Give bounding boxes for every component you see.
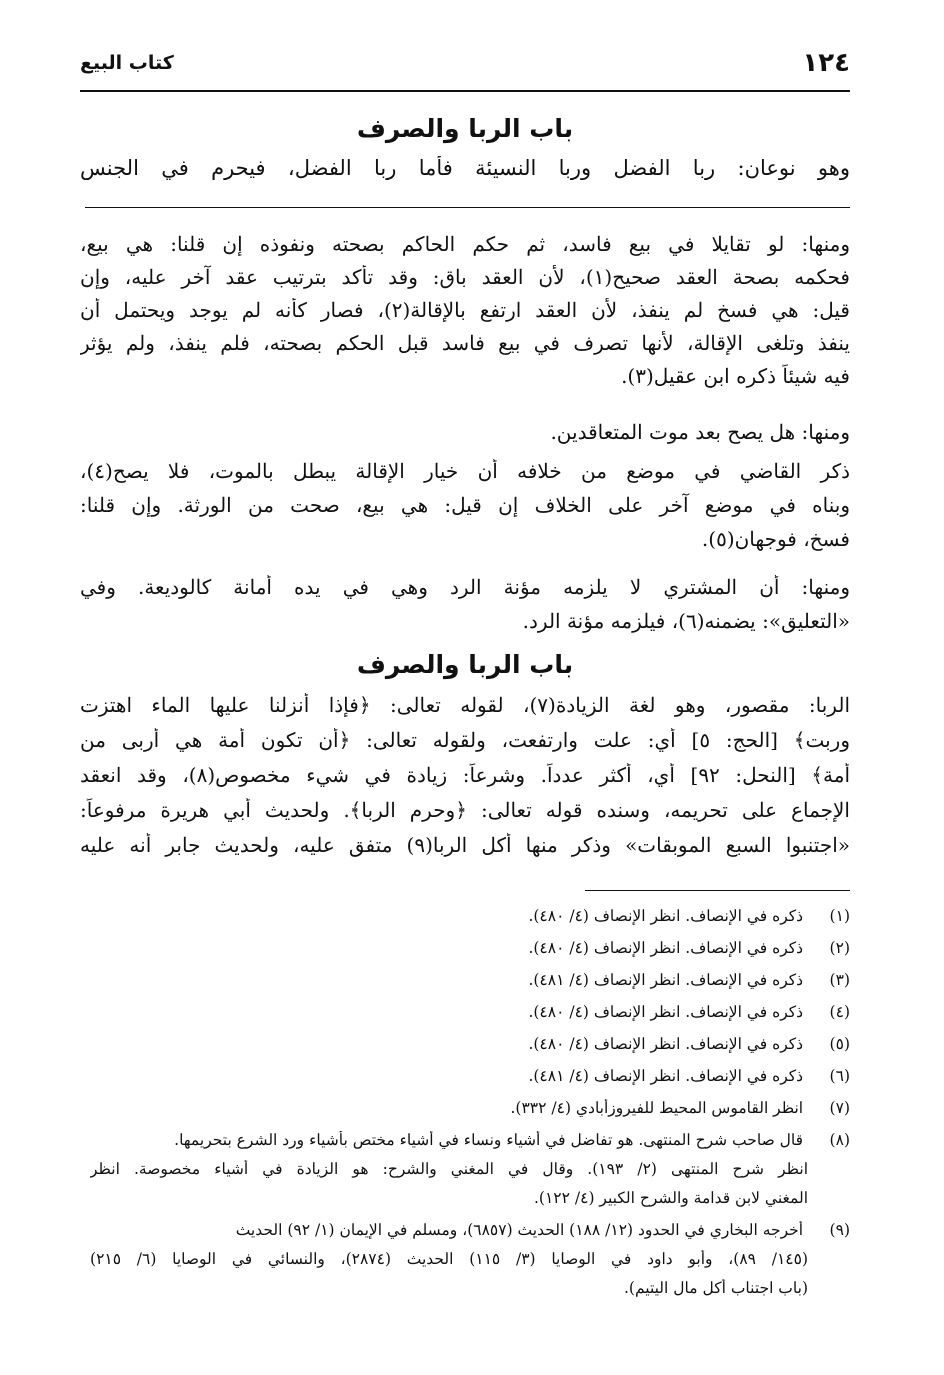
footnote-number: (٧)	[829, 1099, 850, 1117]
book-title: كتاب البيع	[80, 52, 174, 74]
body-line: وربت﴾ [الحج: ٥] أي: علت وارتفعت، ولقوله تعالى: ﴿أن تكون أمة هي أربى من	[80, 728, 850, 752]
footnote	[90, 1131, 850, 1149]
footnote-text: ذكره في الإنصاف. انظر الإنصاف (٤/ ٤٨١).	[528, 1067, 804, 1085]
body-line: فحكمه بصحة العقد صحيح(١)، لأن العقد باقٍ: وقد تأكد بترتيب عقد آخر عليه، وإن	[80, 265, 850, 289]
footnote-text: ذكره في الإنصاف. انظر الإنصاف (٤/ ٤٨٠).	[528, 1035, 804, 1053]
footnote	[90, 1221, 850, 1239]
footnote	[90, 971, 850, 989]
section-heading-2: باب الربا والصرف	[356, 650, 574, 679]
body-line: فسخ، فوجهان(٥).	[701, 527, 850, 551]
body-line: ينفذ وتلغى الإقالة، لأنها تصرف في بيع فاسد قبل الحكم بصحته، فلم ينفذ، ولم يؤثر	[80, 331, 850, 355]
footnote-text: ذكره في الإنصاف. انظر الإنصاف (٤/ ٤٨٠).	[528, 939, 804, 957]
body-line: «التعليق»: يضمنه(٦)، فيلزمه مؤنة الرد.	[522, 609, 850, 633]
footnote-number: (٦)	[829, 1067, 850, 1085]
footnote-text: قال صاحب شرح المنتهى. هو تفاضل في أشياء ونساء في أشياء مختص بأشياء ورد الشرع بتحريمها.	[174, 1131, 804, 1149]
body-line: الربا: مقصور، وهو لغة الزيادة(٧)، لقوله تعالى: ﴿فإذا أنزلنا عليها الماء اهتزت	[80, 693, 850, 717]
footnote-text: انظر القاموس المحيط للفيروزأبادي (٤/ ٣٣٢).	[510, 1099, 804, 1117]
footnote-text: ذكره في الإنصاف. انظر الإنصاف (٤/ ٤٨٠).	[528, 907, 804, 925]
footnote	[90, 1035, 850, 1053]
body-line: «اجتنبوا السبع الموبقات» وذكر منها أكل الربا(٩) متفق عليه، ولحديث جابر أنه عليه	[80, 833, 850, 857]
page-header	[80, 48, 850, 88]
body-line: ومنها: أن المشتري لا يلزمه مؤنة الرد وهي في يده أمانة كالوديعة. وفي	[80, 575, 850, 599]
footnote	[90, 939, 850, 957]
section-heading: باب الربا والصرف	[356, 114, 574, 143]
footnote	[90, 907, 850, 925]
footnote-text: ذكره في الإنصاف. انظر الإنصاف (٤/ ٤٨٠).	[528, 1003, 804, 1021]
header-rule	[80, 90, 850, 92]
footnote	[90, 1067, 850, 1085]
footnote-number: (٢)	[829, 939, 850, 957]
footnote-divider	[585, 890, 850, 891]
body-line: أمة﴾ [النحل: ٩٢] أي، أكثر عدداً. وشرعاً: زيادة في شيء مخصوص(٨)، وقد انعقد	[80, 763, 850, 787]
body-line: الإجماع على تحريمه، وسنده قوله تعالى: ﴿وحرم الربا﴾. ولحديث أبي هريرة مرفوعاً:	[80, 798, 850, 822]
section-divider	[85, 207, 850, 208]
footnote-number: (٤)	[829, 1003, 850, 1021]
footnote-text: أخرجه البخاري في الحدود (١٢/ ١٨٨) الحديث (٦٨٥٧)، ومسلم في الإيمان (١/ ٩٢) الحديث	[235, 1221, 804, 1239]
body-line: وبناه في موضع آخر على الخلاف إن قيل: هي بيع، صحت من الورثة. وإن قلنا:	[80, 493, 850, 517]
footnote-number: (١)	[829, 907, 850, 925]
intro-line: وهو نوعان: ربا الفضل وربا النسيئة فأما ربا الفضل، فيحرم في الجنس	[80, 156, 850, 180]
footnote-continuation: المغني لابن قدامة والشرح الكبير (٤/ ١٢٢).	[533, 1189, 808, 1207]
page-number: ١٢٤	[802, 48, 850, 78]
body-line: ومنها: هل يصح بعد موت المتعاقدين.	[550, 420, 850, 444]
footnote-number: (٣)	[829, 971, 850, 989]
body-line: ذكر القاضي في موضع من خلافه أن خيار الإقالة يبطل بالموت، فلا يصح(٤)،	[80, 459, 850, 483]
footnote-number: (٩)	[829, 1221, 850, 1239]
body-line: ومنها: لو تقايلا في بيع فاسد، ثم حكم الحاكم بصحته ونفوذه إن قلنا: هي بيع،	[80, 232, 850, 256]
body-line: قيل: هي فسخ لم ينفذ، لأن العقد ارتفع بالإقالة(٢)، فصار كأنه لم يوجد ويحتمل أن	[80, 298, 850, 322]
footnote-continuation: (١٤٥/ ٨٩)، وأبو داود في الوصايا (٣/ ١١٥) الحديث (٢٨٧٤)، والنسائي في الوصايا (٦/ ٢١٥)	[90, 1250, 808, 1268]
footnote	[90, 1099, 850, 1117]
body-line: فيه شيئاً ذكره ابن عقيل(٣).	[621, 364, 850, 388]
footnote	[90, 1003, 850, 1021]
footnote-continuation: (باب اجتناب أكل مال اليتيم).	[623, 1279, 808, 1297]
footnote-number: (٨)	[829, 1131, 850, 1149]
footnote-text: ذكره في الإنصاف. انظر الإنصاف (٤/ ٤٨١).	[528, 971, 804, 989]
footnote-number: (٥)	[829, 1035, 850, 1053]
footnote-continuation: انظر شرح المنتهى (٢/ ١٩٣). وقال في المغني والشرح: هو الزيادة في أشياء مخصوصة. انظر	[90, 1160, 808, 1178]
